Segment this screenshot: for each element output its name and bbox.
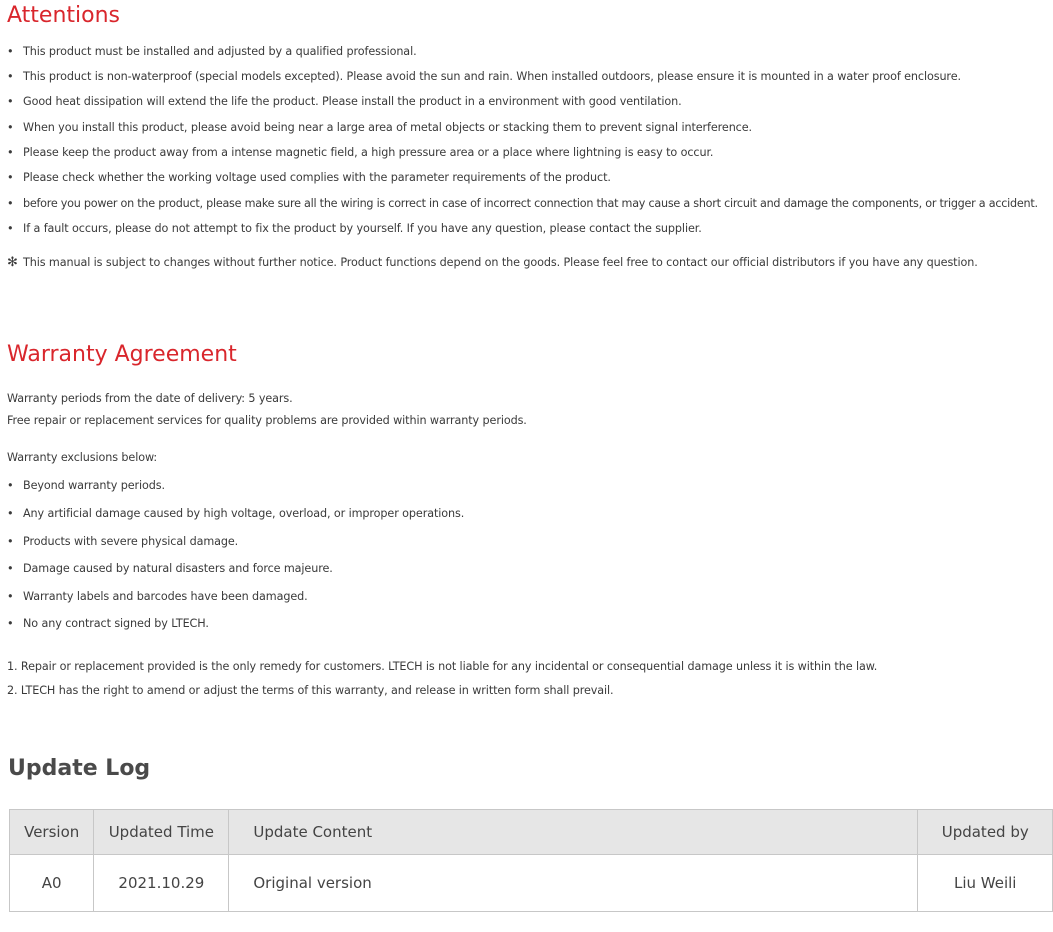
header-version: Version xyxy=(10,810,94,855)
warranty-title: Warranty Agreement xyxy=(7,342,237,367)
header-updated-by: Updated by xyxy=(918,810,1053,855)
attention-item-7: • before you power on the product, please make sure all the wiring is correct in case of incorrect connection that may cause a short circuit and damage the components, or trigger a accident. xyxy=(7,197,1038,210)
attention-item-4: • When you install this product, please avoid being near a large area of metal objects or stacking them to prevent signal interference. xyxy=(7,121,752,134)
exclusion-item-4: • Damage caused by natural disasters and force majeure. xyxy=(7,562,333,575)
exclusion-item-5: • Warranty labels and barcodes have been damaged. xyxy=(7,590,308,603)
cell-update-content: Original version xyxy=(229,855,918,912)
table-row xyxy=(10,855,1053,912)
warranty-term-1: 1. Repair or replacement provided is the only remedy for customers. LTECH is not liable for any incidental or consequential damage unless it is within the law. xyxy=(7,660,878,673)
attention-note: ✻ This manual is subject to changes without further notice. Product functions depend on the goods. Please feel free to contact our official distributors if you have any question. xyxy=(7,255,978,270)
attention-item-3: • Good heat dissipation will extend the life the product. Please install the product in a environment with good ventilation. xyxy=(7,95,682,108)
attention-item-5: • Please keep the product away from a intense magnetic field, a high pressure area or a place where lightning is easy to occur. xyxy=(7,146,714,159)
exclusion-item-2: • Any artificial damage caused by high voltage, overload, or improper operations. xyxy=(7,507,465,520)
warranty-period: Warranty periods from the date of delivery: 5 years. xyxy=(7,392,293,405)
cell-updated-by: Liu Weili xyxy=(918,855,1053,912)
header-updated-time: Updated Time xyxy=(94,810,229,855)
cell-updated-time: 2021.10.29 xyxy=(94,855,229,912)
header-update-content: Update Content xyxy=(229,810,918,855)
attention-item-8: • If a fault occurs, please do not attempt to fix the product by yourself. If you have any question, please contact the supplier. xyxy=(7,222,702,235)
warranty-exclusions-heading: Warranty exclusions below: xyxy=(7,451,158,464)
update-log-title: Update Log xyxy=(8,756,151,781)
cell-version: A0 xyxy=(10,855,94,912)
attention-item-6: • Please check whether the working voltage used complies with the parameter requirements of the product. xyxy=(7,171,611,184)
exclusion-item-3: • Products with severe physical damage. xyxy=(7,535,239,548)
table-header-row xyxy=(10,810,1053,855)
warranty-term-2: 2. LTECH has the right to amend or adjust the terms of this warranty, and release in written form shall prevail. xyxy=(7,684,614,697)
attentions-title: Attentions xyxy=(7,3,120,28)
attention-item-1: • This product must be installed and adjusted by a qualified professional. xyxy=(7,45,417,58)
attention-item-2: • This product is non-waterproof (special models excepted). Please avoid the sun and rain. When installed outdoors, please ensure it is mounted in a water proof enclosure. xyxy=(7,70,961,83)
update-log-table xyxy=(9,809,1053,912)
asterisk-icon: ✻ xyxy=(7,255,18,270)
exclusion-item-1: • Beyond warranty periods. xyxy=(7,479,165,492)
exclusion-item-6: • No any contract signed by LTECH. xyxy=(7,617,209,630)
warranty-service: Free repair or replacement services for quality problems are provided within warranty periods. xyxy=(7,414,527,427)
